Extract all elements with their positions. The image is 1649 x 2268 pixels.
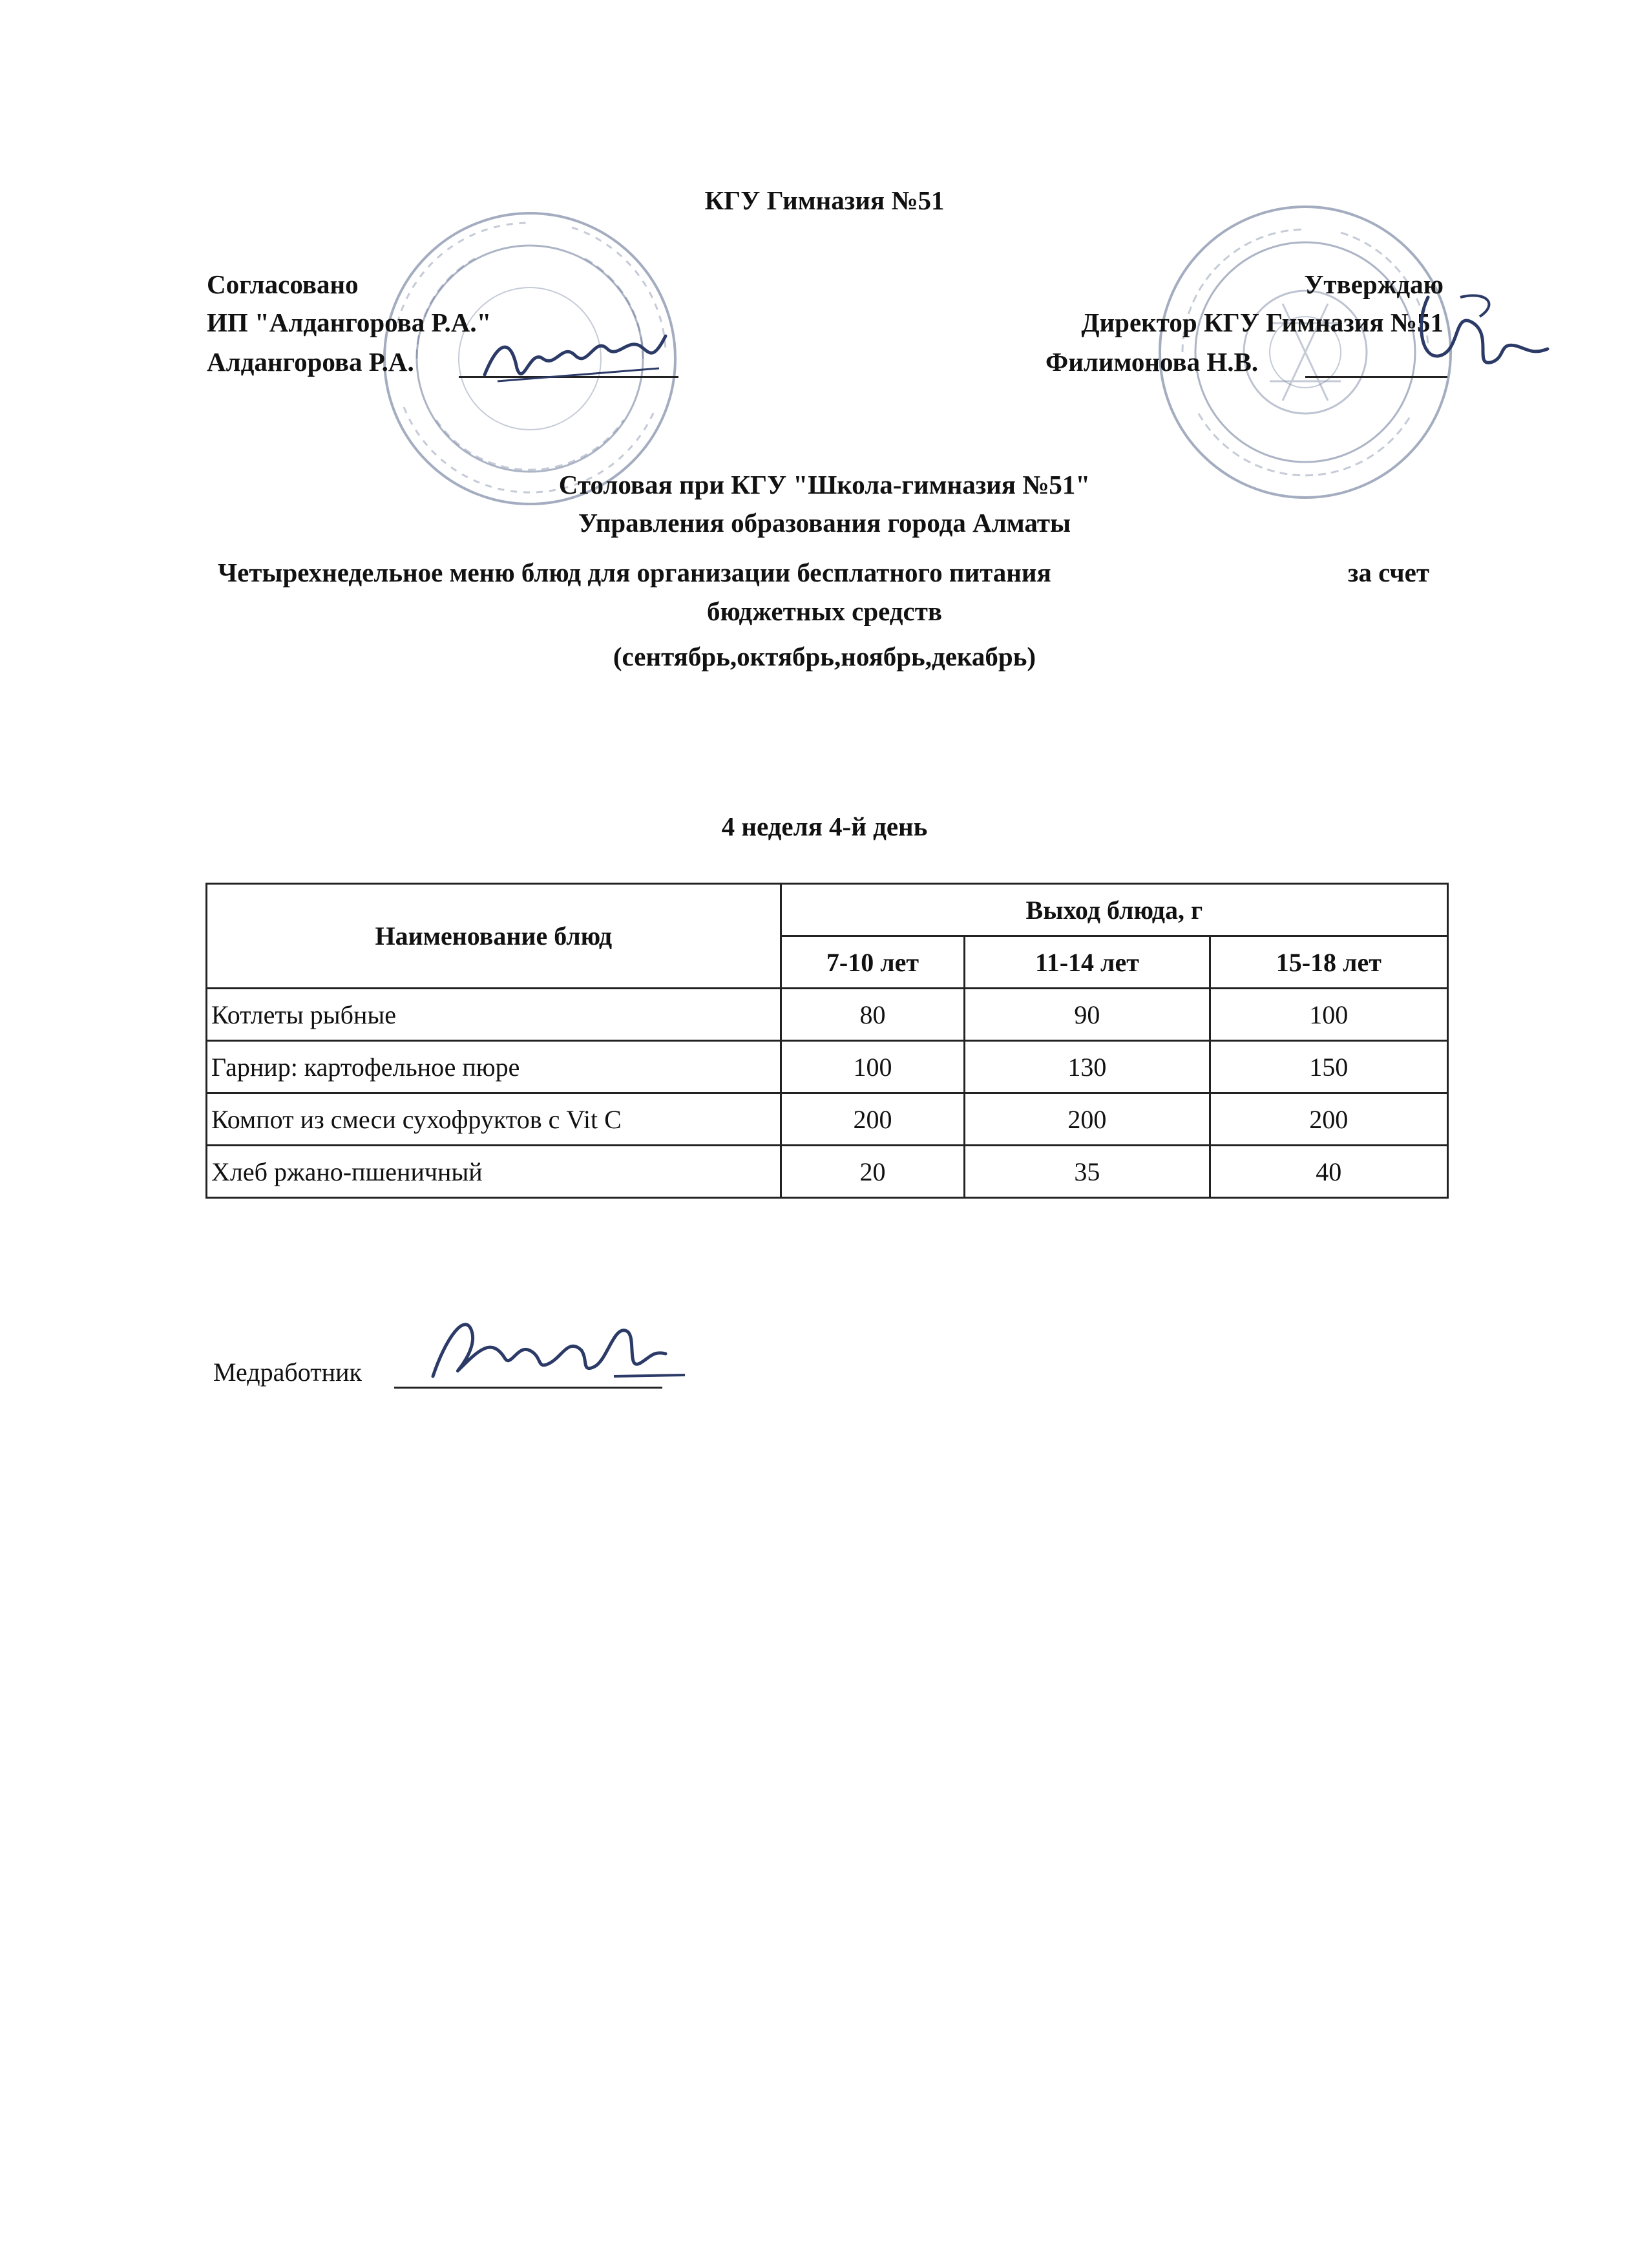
left-signature: [478, 323, 672, 394]
yield-15-18: 100: [1210, 989, 1447, 1041]
approval-left-label: Согласовано: [207, 269, 359, 299]
menu-table: [205, 883, 1449, 1199]
dish-name: Компот из смеси сухофруктов с Vit C: [207, 1093, 781, 1146]
table-row: [207, 1093, 1448, 1146]
approval-right-person: Филимонова Н.В.: [1045, 347, 1259, 377]
yield-11-14: 200: [965, 1093, 1210, 1146]
medic-signature: [420, 1299, 691, 1396]
yield-11-14: 130: [965, 1041, 1210, 1093]
dish-name: Котлеты рыбные: [207, 989, 781, 1041]
approval-left-person: Алдангорова Р.А.: [207, 347, 414, 377]
menu-description-end: за счет: [1347, 558, 1429, 587]
table-row: [207, 1146, 1448, 1198]
yield-11-14: 35: [965, 1146, 1210, 1198]
yield-11-14: 90: [965, 989, 1210, 1041]
table-row: [207, 1041, 1448, 1093]
menu-description: Четырехнедельное меню блюд для организации бесплатного питания: [218, 558, 1051, 587]
organization-title: КГУ Гимназия №51: [704, 185, 945, 215]
funding-source: бюджетных средств: [706, 596, 942, 626]
dish-name: Хлеб ржано-пшеничный: [207, 1146, 781, 1198]
months-period: (сентябрь,октябрь,ноябрь,декабрь): [613, 642, 1036, 671]
column-header-age-15-18: 15-18 лет: [1210, 936, 1447, 989]
table-row: [207, 989, 1448, 1041]
yield-7-10: 20: [781, 1146, 965, 1198]
yield-15-18: 200: [1210, 1093, 1447, 1146]
yield-15-18: 150: [1210, 1041, 1447, 1093]
day-label: 4 неделя 4-й день: [721, 812, 928, 841]
right-signature: [1402, 284, 1551, 388]
canteen-title: Столовая при КГУ "Школа-гимназия №51": [558, 470, 1091, 499]
column-header-age-11-14: 11-14 лет: [965, 936, 1210, 989]
yield-15-18: 40: [1210, 1146, 1447, 1198]
medic-label: Медработник: [213, 1358, 362, 1387]
approval-left-company: ИП "Алдангорова Р.А.": [207, 308, 492, 337]
column-group-yield: Выход блюда, г: [781, 884, 1447, 936]
approval-right-label: Утверждаю: [1304, 269, 1444, 299]
yield-7-10: 100: [781, 1041, 965, 1093]
dish-name: Гарнир: картофельное пюре: [207, 1041, 781, 1093]
table-header-row: [207, 884, 1448, 936]
yield-7-10: 80: [781, 989, 965, 1041]
department-title: Управления образования города Алматы: [578, 508, 1071, 538]
yield-7-10: 200: [781, 1093, 965, 1146]
column-header-age-7-10: 7-10 лет: [781, 936, 965, 989]
column-header-dish: Наименование блюд: [207, 884, 781, 989]
approval-right-position: Директор КГУ Гимназия №51: [1081, 308, 1444, 337]
